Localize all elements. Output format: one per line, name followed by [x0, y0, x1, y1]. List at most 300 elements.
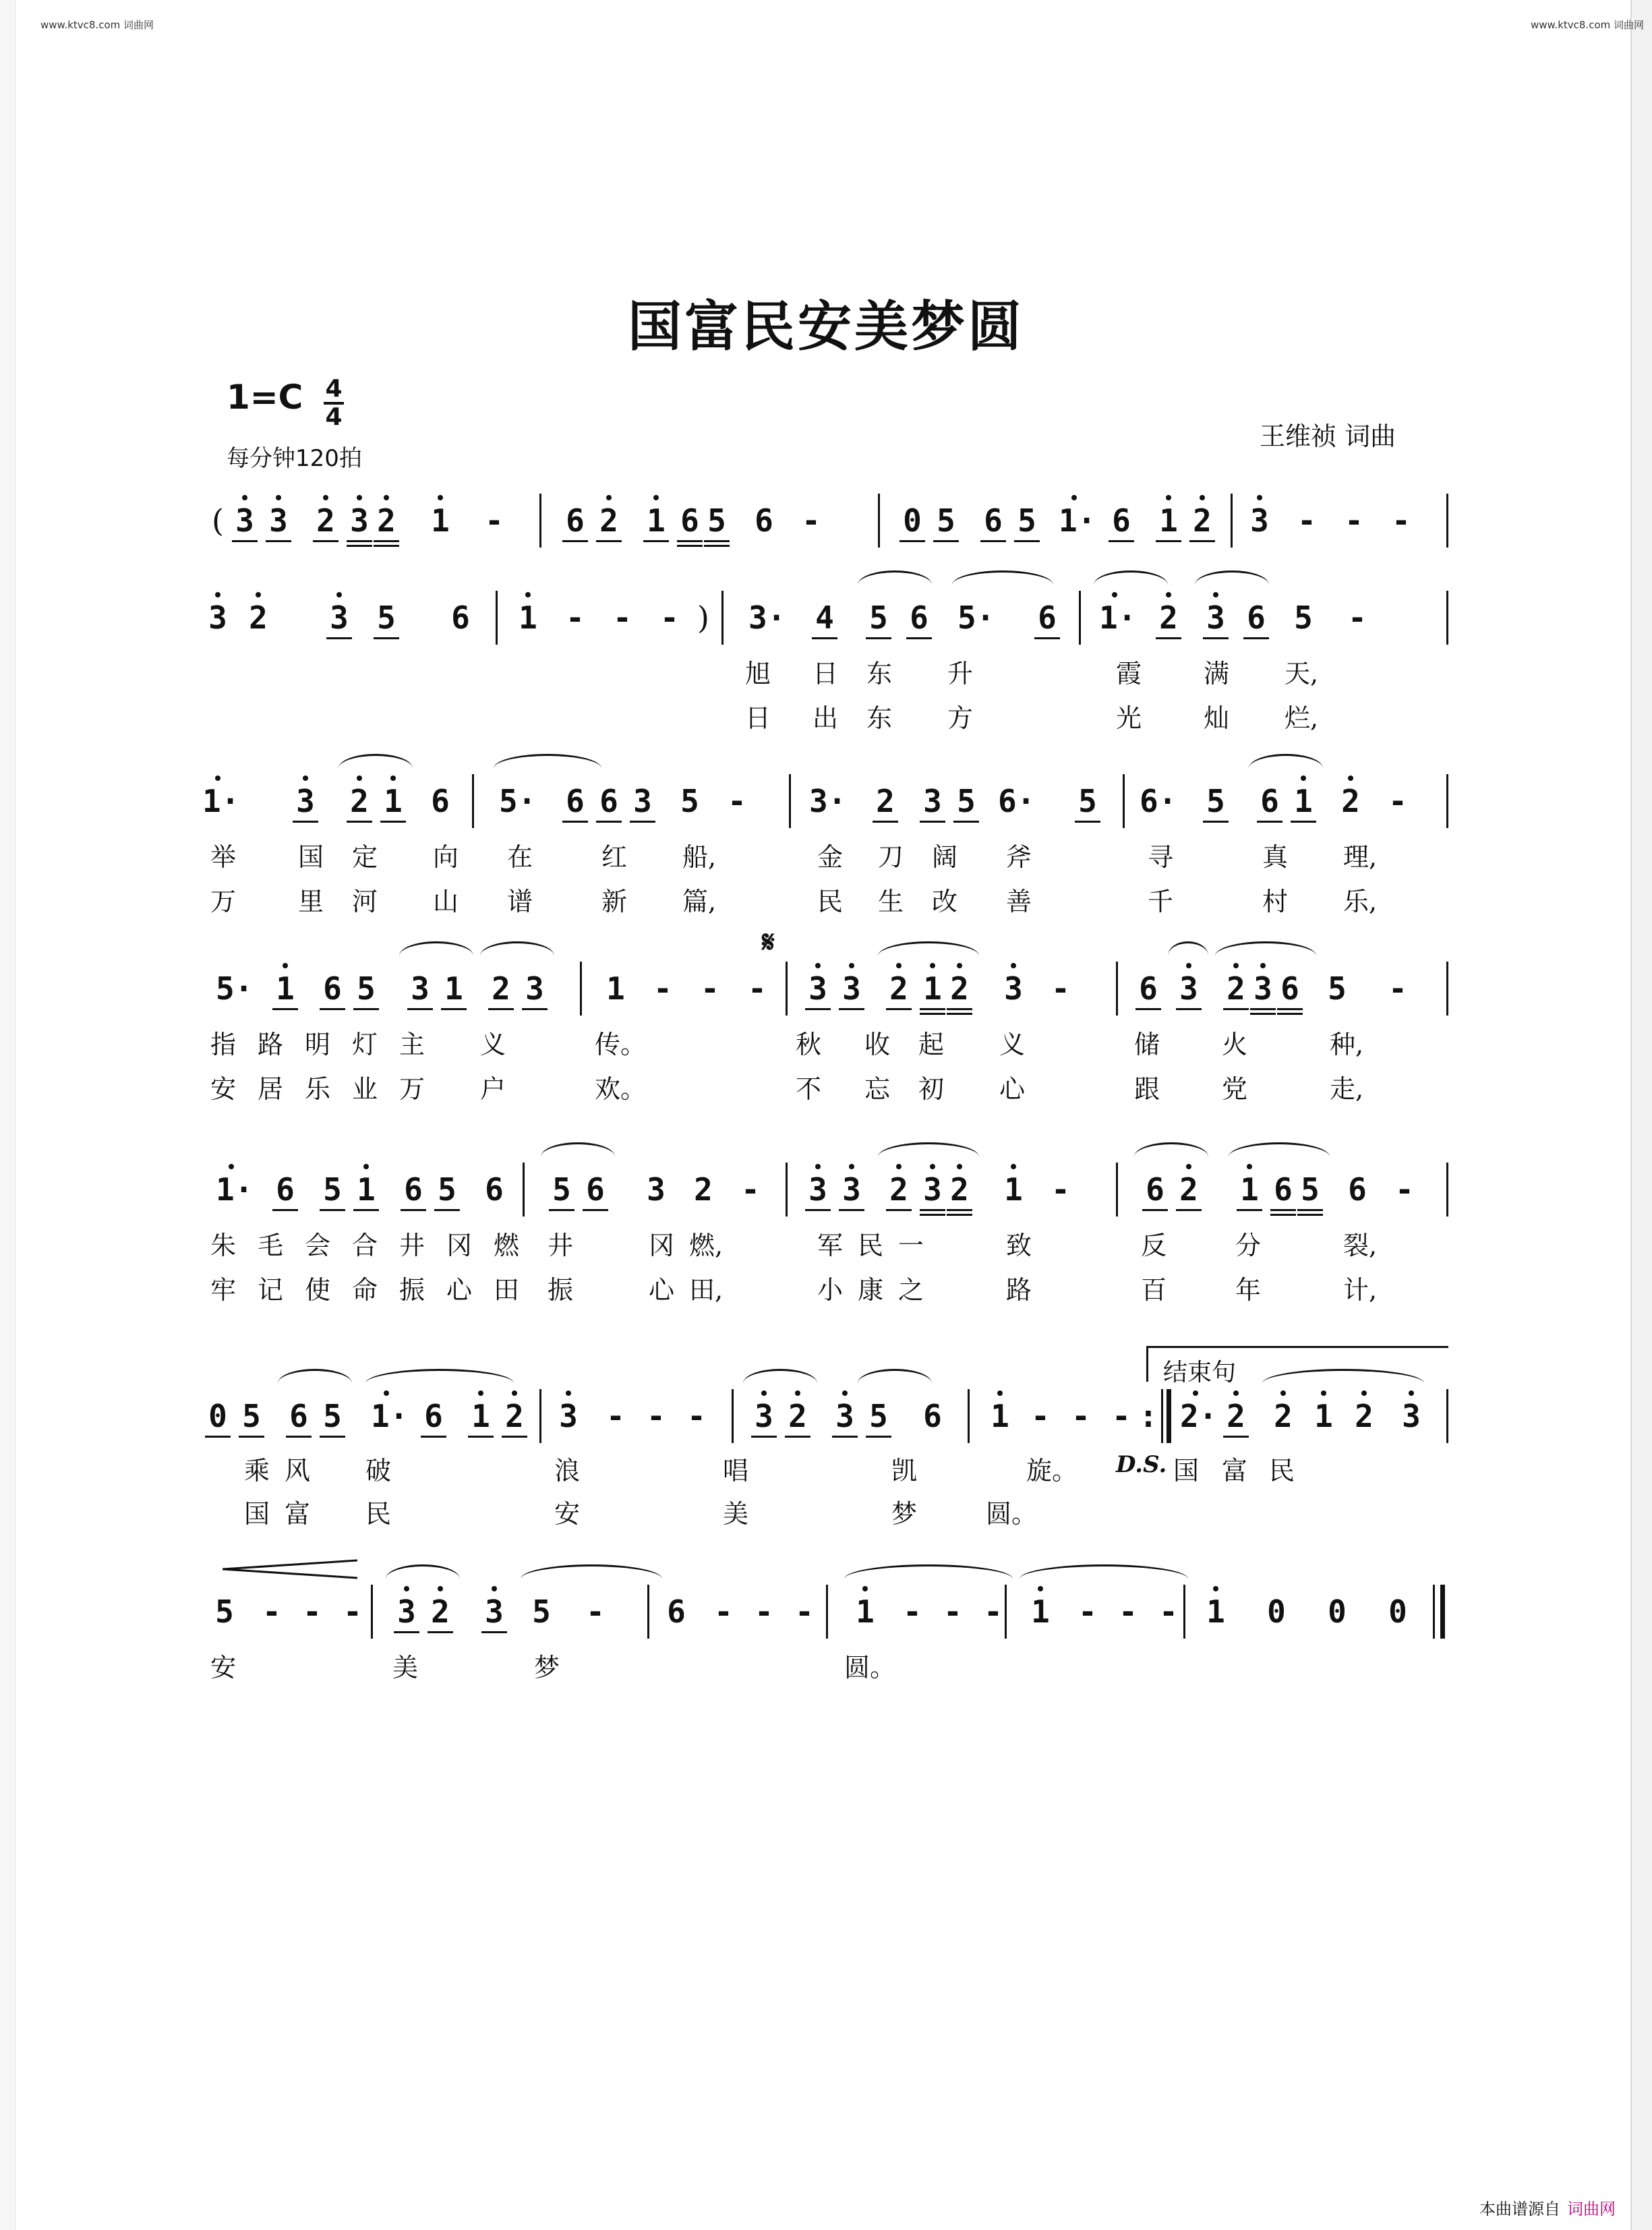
octave-dot	[1233, 1390, 1239, 1396]
underline-beam	[906, 637, 932, 639]
note: 6	[1348, 1171, 1367, 1208]
note: 6	[1106, 494, 1137, 548]
note: 5	[317, 1163, 348, 1216]
octave-dot	[930, 963, 935, 968]
barline	[786, 962, 788, 1016]
note: 1	[438, 962, 469, 1016]
lyric-syllable: 致	[1006, 1231, 1032, 1260]
lyric-syllable: 美	[723, 1499, 749, 1529]
octave-dot	[390, 775, 396, 781]
lyrics-row-5-verse-2	[202, 1269, 1450, 1303]
lyric-syllable: 万	[210, 887, 237, 916]
barline	[1161, 1389, 1163, 1443]
underline-beam	[1277, 1013, 1303, 1015]
note: 2	[344, 774, 375, 828]
note: -	[566, 599, 585, 636]
note: 2	[499, 1389, 530, 1443]
underline-beam	[313, 540, 338, 542]
note: 1	[850, 1585, 881, 1639]
note: 2	[883, 1163, 914, 1216]
footer-brand-link[interactable]: 词曲网	[1567, 2200, 1616, 2219]
barline	[580, 962, 582, 1016]
note: 6	[1274, 962, 1305, 1016]
lyric-syllable: 指	[210, 1030, 237, 1059]
underline-beam	[920, 1214, 945, 1216]
octave-dot	[357, 775, 362, 781]
note: 1	[1288, 774, 1319, 828]
note: 6	[674, 494, 705, 548]
note: 3	[519, 962, 550, 1016]
note: -	[1078, 1593, 1097, 1630]
underline-beam	[947, 1008, 972, 1010]
underline-beam	[704, 545, 730, 547]
lyric-syllable: 传。	[595, 1030, 647, 1059]
note: 5	[317, 1389, 348, 1443]
lyrics-row-6-verse-2	[202, 1493, 1450, 1527]
note: 6	[904, 591, 935, 645]
header-site-left[interactable]: www.ktvc8.com 词曲网	[40, 19, 154, 31]
lyric-syllable: 金	[817, 842, 844, 872]
underline-beam	[502, 1436, 527, 1438]
header-site-right[interactable]: www.ktvc8.com 词曲网	[1531, 19, 1645, 31]
octave-dot	[215, 592, 220, 597]
underline-beam	[1250, 1013, 1276, 1015]
underline-beam	[1156, 637, 1181, 639]
underline-beam	[1176, 1008, 1202, 1010]
lyric-syllable: 东	[866, 703, 893, 733]
note: 3	[647, 1171, 666, 1208]
note: 1·	[371, 1389, 402, 1443]
octave-dot	[815, 963, 821, 968]
underline-beam	[583, 1209, 608, 1211]
lyric-syllable: 国	[1173, 1456, 1200, 1486]
octave-dot	[997, 1390, 1003, 1396]
note: 0	[202, 1389, 233, 1443]
staff-row-6	[202, 1389, 1450, 1443]
note: 5	[371, 591, 402, 645]
lyric-syllable: 年	[1235, 1275, 1262, 1305]
underline-beam	[1243, 637, 1269, 639]
octave-dot	[1233, 963, 1239, 968]
note: 6	[667, 1593, 686, 1630]
underline-beam	[441, 1008, 467, 1010]
note: 1·	[202, 774, 233, 828]
note: 5	[1295, 1163, 1326, 1216]
lyric-syllable: 火	[1222, 1030, 1248, 1059]
underline-beam	[1250, 1008, 1276, 1010]
note: 0	[897, 494, 928, 548]
octave-dot	[492, 1586, 497, 1591]
lyrics-row-7	[202, 1647, 1450, 1680]
octave-dot	[1200, 495, 1205, 500]
lyric-syllable: 日	[813, 659, 839, 688]
lyric-syllable: 灿	[1204, 703, 1230, 733]
barline	[1446, 962, 1448, 1016]
underline-beam	[832, 1436, 858, 1438]
note: 3	[1396, 1389, 1427, 1443]
octave-dot	[512, 1390, 517, 1396]
note: -	[303, 1593, 322, 1630]
lyric-syllable: 康	[858, 1275, 884, 1305]
octave-dot	[1260, 963, 1266, 968]
note: -	[1297, 502, 1316, 539]
note: 3	[344, 494, 375, 548]
note: -	[262, 1593, 281, 1630]
barline	[1116, 1163, 1118, 1216]
note: 1	[984, 1389, 1015, 1443]
octave-dot	[357, 495, 362, 500]
lyric-syllable: 计,	[1343, 1275, 1378, 1305]
note: 1	[351, 1163, 382, 1216]
lyric-syllable: 牢	[210, 1275, 237, 1305]
lyric-syllable: 种,	[1330, 1030, 1364, 1059]
underline-beam	[353, 1209, 379, 1211]
staff-row-4	[202, 962, 1450, 1016]
note: 2	[371, 494, 402, 548]
note: -	[1031, 1398, 1050, 1434]
note: 2	[883, 962, 914, 1016]
underline-beam	[421, 1436, 446, 1438]
octave-dot	[336, 592, 342, 597]
note: 6	[978, 494, 1009, 548]
note: -	[1388, 970, 1407, 1007]
octave-dot	[606, 495, 612, 500]
ds-marking: D.S.	[1116, 1451, 1167, 1478]
note: 1	[1153, 494, 1184, 548]
note: 0	[1328, 1593, 1347, 1630]
lyric-syllable: 刀	[878, 842, 904, 872]
note: 6	[1268, 1163, 1299, 1216]
note: 2	[782, 1389, 813, 1443]
note: 2·	[1180, 1389, 1211, 1443]
note: 6	[560, 774, 591, 828]
octave-dot	[957, 1164, 962, 1169]
underline-beam	[920, 1013, 945, 1015]
note: 3	[290, 774, 321, 828]
underline-beam	[272, 1209, 298, 1211]
time-signature-bottom: 4	[325, 403, 343, 431]
lyric-syllable: 举	[210, 842, 237, 872]
underline-beam	[1203, 637, 1229, 639]
note: -	[1119, 1593, 1138, 1630]
barline	[732, 1389, 734, 1443]
note: 1	[998, 1163, 1029, 1216]
octave-dot	[1348, 775, 1353, 781]
note: -	[741, 1171, 760, 1208]
note: -	[1112, 1398, 1131, 1434]
lyric-syllable: 起	[918, 1030, 945, 1059]
lyric-syllable: 富	[1222, 1456, 1248, 1486]
underline-beam	[1277, 1008, 1303, 1010]
note: 6	[270, 1163, 301, 1216]
note: 6	[398, 1163, 429, 1216]
underline-beam	[886, 1209, 912, 1211]
underline-beam	[320, 1436, 345, 1438]
lyric-syllable: 义	[480, 1030, 506, 1059]
lyric-syllable: 富	[285, 1499, 311, 1529]
octave-dot	[229, 1164, 234, 1169]
lyric-syllable: 会	[305, 1231, 331, 1260]
underline-beam	[630, 821, 655, 823]
octave-dot	[363, 1164, 369, 1169]
note: 2	[1335, 774, 1366, 828]
lyric-syllable: 定	[352, 842, 378, 872]
lyric-syllable: 安	[210, 1074, 237, 1104]
note: 1·	[216, 1163, 247, 1216]
barline	[1231, 494, 1233, 548]
lyric-syllable: 圆。	[986, 1499, 1038, 1529]
paren-open: (	[212, 502, 224, 539]
octave-dot	[1038, 1586, 1043, 1591]
lyric-syllable: 旭	[745, 659, 771, 688]
lyric-syllable: 新	[601, 887, 628, 916]
barline	[539, 1389, 541, 1443]
lyric-syllable: 村	[1262, 887, 1289, 916]
lyric-syllable: 谱	[507, 887, 533, 916]
octave-dot	[1301, 775, 1306, 781]
underline-beam	[805, 1008, 831, 1010]
barline	[789, 774, 791, 828]
note: 5	[1072, 774, 1103, 828]
note: -	[687, 1398, 706, 1434]
lyric-syllable: 红	[601, 842, 628, 872]
underline-beam	[1014, 540, 1040, 542]
octave-dot	[1166, 495, 1171, 500]
octave-dot	[761, 1390, 767, 1396]
note: 3	[479, 1585, 510, 1639]
note: -	[1388, 783, 1407, 819]
underline-beam	[805, 1209, 831, 1211]
note: 1·	[1059, 494, 1090, 548]
crescendo-hairpin	[223, 1559, 357, 1579]
octave-dot	[525, 592, 531, 597]
underline-beam	[1189, 540, 1215, 542]
note: 3	[391, 1585, 422, 1639]
octave-dot	[1186, 1164, 1191, 1169]
note: 6	[431, 783, 450, 819]
note: 1	[378, 774, 409, 828]
lyric-syllable: 户	[480, 1074, 506, 1104]
lyric-syllable: 梦	[891, 1499, 918, 1529]
lyric-syllable: 忘	[864, 1074, 891, 1104]
staff-row-2	[202, 591, 1450, 645]
underline-beam	[347, 545, 372, 547]
octave-dot	[842, 1390, 848, 1396]
note: -	[1345, 502, 1363, 539]
lyric-syllable: 寻	[1148, 842, 1174, 872]
underline-beam	[886, 1008, 912, 1010]
note: 2	[593, 494, 624, 548]
barline	[1433, 1585, 1435, 1639]
lyrics-row-2-verse-1	[202, 653, 1450, 686]
lyric-syllable: 在	[507, 842, 533, 872]
note: -	[343, 1593, 362, 1630]
lyric-syllable: 分	[1235, 1231, 1262, 1260]
lyric-syllable: 日	[745, 703, 771, 733]
lyrics-row-4-verse-1	[202, 1024, 1450, 1057]
note: 5·	[216, 970, 254, 1007]
underline-beam	[1075, 821, 1100, 823]
staff-row-1	[202, 494, 1450, 548]
lyric-syllable: 善	[1006, 887, 1032, 916]
underline-beam	[677, 540, 703, 542]
lyric-syllable: 裂,	[1343, 1231, 1378, 1260]
underline-beam	[434, 1209, 460, 1211]
octave-dot	[1321, 1390, 1326, 1396]
note: -	[606, 1398, 625, 1434]
underline-beam	[839, 1008, 864, 1010]
note: -	[984, 1593, 1003, 1630]
note: 1	[1308, 1389, 1339, 1443]
note: -	[1392, 502, 1411, 539]
lyric-syllable: 万	[399, 1074, 425, 1104]
lyric-syllable: 反	[1141, 1231, 1167, 1260]
underline-beam	[326, 637, 352, 639]
octave-dot	[896, 963, 902, 968]
lyric-syllable: 业	[352, 1074, 378, 1104]
underline-beam	[1109, 540, 1134, 542]
lyric-syllable: 居	[258, 1074, 284, 1104]
note: 2	[1349, 1389, 1380, 1443]
lyric-syllable: 民	[817, 887, 844, 916]
barline	[1446, 774, 1448, 828]
note: 3	[998, 962, 1029, 1016]
lyric-syllable: 井	[548, 1231, 574, 1260]
octave-dot	[1071, 495, 1077, 500]
note: )	[697, 599, 709, 636]
note: 1	[1200, 1585, 1231, 1639]
barline	[523, 1163, 525, 1216]
underline-beam	[751, 1436, 777, 1438]
note: 2	[944, 962, 975, 1016]
note: 3	[553, 1389, 584, 1443]
lyric-syllable: 合	[352, 1231, 378, 1260]
lyric-syllable: 出	[813, 703, 839, 733]
lyric-syllable: 燃,	[689, 1231, 724, 1260]
underline-beam	[677, 545, 703, 547]
note: 6	[580, 1163, 611, 1216]
barline	[968, 1389, 970, 1443]
lyric-syllable: 安	[210, 1653, 237, 1682]
octave-dot	[438, 495, 443, 500]
note: 1	[425, 494, 456, 548]
lyric-syllable: 之	[898, 1275, 924, 1305]
barline	[539, 494, 541, 548]
octave-dot	[303, 775, 308, 781]
note: 6·	[1140, 783, 1177, 819]
ending-label: 结束句	[1163, 1359, 1237, 1386]
note: 1	[1025, 1585, 1056, 1639]
lyric-syllable: 燃	[494, 1231, 520, 1260]
note: 6	[560, 494, 591, 548]
lyric-syllable: 跟	[1134, 1074, 1160, 1104]
octave-dot	[438, 1586, 443, 1591]
octave-dot	[1257, 495, 1262, 500]
lyric-syllable: 心	[999, 1074, 1026, 1104]
octave-dot	[283, 963, 288, 968]
note: -	[701, 970, 719, 1007]
underline-beam	[374, 545, 399, 547]
lyric-syllable: 浪	[554, 1456, 581, 1486]
note: 1	[465, 1389, 496, 1443]
note: 5	[1200, 774, 1231, 828]
octave-dot	[1193, 1390, 1198, 1396]
lyric-syllable: 安	[554, 1499, 581, 1529]
note: 6	[283, 1389, 314, 1443]
note: -	[748, 970, 767, 1007]
barline	[1167, 1389, 1171, 1443]
note: -	[586, 1593, 605, 1630]
underline-beam	[1237, 1209, 1262, 1211]
note: 3	[836, 962, 867, 1016]
barline	[721, 591, 724, 645]
note: 3	[748, 1389, 779, 1443]
note: -	[1051, 970, 1070, 1007]
underline-beam	[596, 821, 622, 823]
octave-dot	[795, 1390, 800, 1396]
lyric-syllable: 篇,	[682, 887, 717, 916]
note: 5	[1294, 599, 1313, 636]
note: 6	[593, 774, 624, 828]
lyric-syllable: 乐,	[1343, 887, 1378, 916]
lyric-syllable: 生	[878, 887, 904, 916]
lyric-syllable: 旋。	[1026, 1456, 1078, 1486]
underline-beam	[1257, 821, 1282, 823]
lyric-syllable: 振	[399, 1275, 425, 1305]
note: 2	[1187, 494, 1218, 548]
note: -	[943, 1593, 962, 1630]
note: 6	[317, 962, 348, 1016]
note: -	[653, 970, 672, 1007]
note: 2	[1173, 1163, 1204, 1216]
octave-dot	[1409, 1390, 1414, 1396]
lyric-syllable: 圆。	[844, 1653, 896, 1682]
lyric-syllable: 百	[1141, 1275, 1167, 1305]
lyric-syllable: 使	[305, 1275, 331, 1305]
underline-beam	[394, 1631, 419, 1633]
underline-beam	[320, 1209, 345, 1211]
note: 6	[485, 1171, 504, 1208]
lyric-syllable: 唱	[723, 1456, 749, 1486]
note: 6	[1140, 1163, 1171, 1216]
note: 3	[627, 774, 658, 828]
note: 5·	[499, 783, 537, 819]
lyric-syllable: 路	[258, 1030, 284, 1059]
octave-dot	[566, 1390, 571, 1396]
lyric-syllable: 民	[1269, 1456, 1295, 1486]
lyric-syllable: 乘	[244, 1456, 270, 1486]
underline-beam	[481, 1631, 507, 1633]
lyric-syllable: 山	[433, 887, 459, 916]
octave-dot	[849, 963, 854, 968]
note: 5	[351, 962, 382, 1016]
octave-dot	[1112, 592, 1117, 597]
underline-beam	[1142, 1209, 1168, 1211]
barline	[647, 1585, 649, 1639]
lyric-syllable: 田	[494, 1275, 520, 1305]
lyric-syllable: 朱	[210, 1231, 237, 1260]
barline	[1116, 962, 1118, 1016]
lyric-syllable: 军	[817, 1231, 844, 1260]
octave-dot	[653, 495, 659, 500]
note: 3	[829, 1389, 860, 1443]
lyric-syllable: 主	[399, 1030, 425, 1059]
note: 5·	[957, 599, 995, 636]
song-title: 国富民安美梦圆	[628, 295, 1024, 358]
underline-beam	[785, 1436, 810, 1438]
underline-beam	[1297, 1214, 1323, 1216]
underline-beam	[401, 1209, 426, 1211]
